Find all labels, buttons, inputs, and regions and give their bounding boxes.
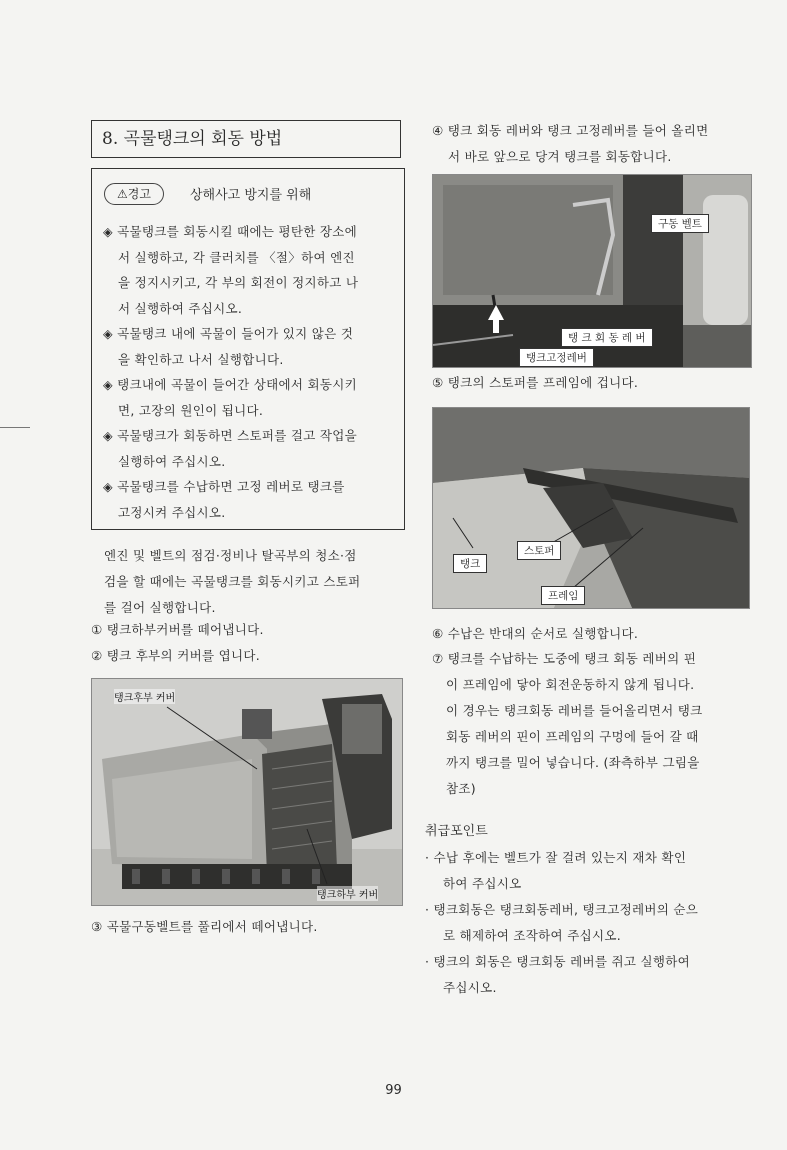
stopper-photo xyxy=(432,407,750,609)
handling-point-line: 주십시오. xyxy=(443,980,497,995)
label-rear-cover: 탱크후부 커버 xyxy=(114,689,175,704)
warning-item xyxy=(103,219,403,321)
warning-line: 서 실행하고, 각 클러치를 〈절〉하여 엔진 xyxy=(118,249,355,265)
handling-point-line: 로 해제하여 조작하여 주십시오. xyxy=(443,928,621,943)
handling-point-title: 취급포인트 xyxy=(425,824,488,839)
label-stopper: 스토퍼 xyxy=(517,541,561,560)
label-frame: 프레임 xyxy=(541,586,585,605)
step-5: ⑤ 탱크의 스토퍼를 프레임에 겁니다. xyxy=(432,375,639,390)
step-4-line: ④ 탱크 회동 레버와 탱크 고정레버를 들어 올리면 xyxy=(432,123,709,138)
warning-item xyxy=(103,321,403,372)
warning-line: 을 정지시키고, 각 부의 회전이 정지하고 나 xyxy=(118,275,359,290)
warning-line: ◈ 곡물탱크 내에 곡물이 들어가 있지 않은 것 xyxy=(103,326,354,341)
warning-heading: 상해사고 방지를 위해 xyxy=(190,188,312,203)
step-7-line: ⑦ 탱크를 수납하는 도중에 탱크 회동 레버의 핀 xyxy=(432,651,697,666)
warning-line: 실행하여 주십시오. xyxy=(118,453,226,469)
handling-point-line: · 탱크의 회동은 탱크회동 레버를 쥐고 실행하여 xyxy=(425,954,691,969)
handling-point-line: · 수납 후에는 벨트가 잘 걸려 있는지 재차 확인 xyxy=(425,850,687,865)
handling-point-line: · 탱크회동은 탱크회동레버, 탱크고정레버의 순으 xyxy=(425,902,699,917)
handling-point-item xyxy=(425,897,760,949)
handling-point-item xyxy=(425,845,760,897)
warning-line: 을 확인하고 나서 실행합니다. xyxy=(118,351,284,367)
warning-item xyxy=(103,474,403,525)
step-4-line: 서 바로 앞으로 당겨 탱크를 회동합니다. xyxy=(448,149,672,164)
label-rotate-lever: 탱 크 회 동 레 버 xyxy=(561,328,653,347)
step-7 xyxy=(432,646,762,802)
lever-photo xyxy=(432,174,752,368)
step-3: ③ 곡물구동벨트를 풀리에서 떼어냅니다. xyxy=(91,919,318,934)
step-1: ① 탱크하부커버를 떼어냅니다. xyxy=(91,622,264,637)
handling-point-list xyxy=(425,845,760,1001)
label-lower-cover: 탱크하부 커버 xyxy=(317,886,378,901)
warning-line: 서 실행하여 주십시오. xyxy=(118,300,243,316)
harvester-illustration xyxy=(92,679,403,906)
warning-line: 고정시켜 주십시오. xyxy=(118,504,226,520)
intro-line: 를 걸어 실행합니다. xyxy=(104,600,216,615)
warning-line: 면, 고장의 원인이 됩니다. xyxy=(118,402,264,418)
label-tank: 탱크 xyxy=(453,554,487,573)
step-7-line: 참조) xyxy=(446,781,476,796)
warning-badge: ⚠경고 xyxy=(104,183,164,205)
warning-line: ◈ 곡물탱크를 수납하면 고정 레버로 탱크를 xyxy=(103,479,345,494)
page-number: 99 xyxy=(385,1083,402,1098)
warning-list xyxy=(103,219,403,525)
label-drive-belt: 구동 벨트 xyxy=(651,214,709,233)
step-2: ② 탱크 후부의 커버를 엽니다. xyxy=(91,648,260,663)
stopper-illustration xyxy=(433,408,750,609)
warning-item xyxy=(103,372,403,423)
step-7-line: 회동 레버의 핀이 프레임의 구멍에 들어 갈 때 xyxy=(446,729,699,744)
margin-mark xyxy=(0,427,30,428)
step-7-line: 이 프레임에 닿아 회전운동하지 않게 됩니다. xyxy=(446,677,695,692)
warning-line: ◈ 곡물탱크가 회동하면 스토퍼를 걸고 작업을 xyxy=(103,428,358,443)
warning-line: ◈ 곡물탱크를 회동시킬 때에는 평탄한 장소에 xyxy=(103,224,358,239)
handling-point-line: 하여 주십시오 xyxy=(443,876,522,891)
intro-paragraph xyxy=(104,543,404,621)
warning-line: ◈ 탱크내에 곡물이 들어간 상태에서 회동시키 xyxy=(103,377,358,392)
step-7-line: 까지 탱크를 밀어 넣습니다. (좌측하부 그림을 xyxy=(446,755,700,770)
label-fix-lever: 탱크고정레버 xyxy=(519,348,594,367)
intro-line: 검을 할 때에는 곡물탱크를 회동시키고 스토퍼 xyxy=(104,574,361,589)
section-title: 8. 곡물탱크의 회동 방법 xyxy=(91,120,401,158)
harvester-photo xyxy=(91,678,403,906)
warning-item xyxy=(103,423,403,474)
step-7-line: 이 경우는 탱크회동 레버를 들어올리면서 탱크 xyxy=(446,703,703,718)
step-6: ⑥ 수납은 반대의 순서로 실행합니다. xyxy=(432,626,639,641)
steps-left xyxy=(91,617,401,669)
step-4 xyxy=(432,118,762,170)
intro-line: 엔진 및 벨트의 점검·정비나 탈곡부의 청소·점 xyxy=(104,548,357,563)
handling-point-item xyxy=(425,949,760,1001)
